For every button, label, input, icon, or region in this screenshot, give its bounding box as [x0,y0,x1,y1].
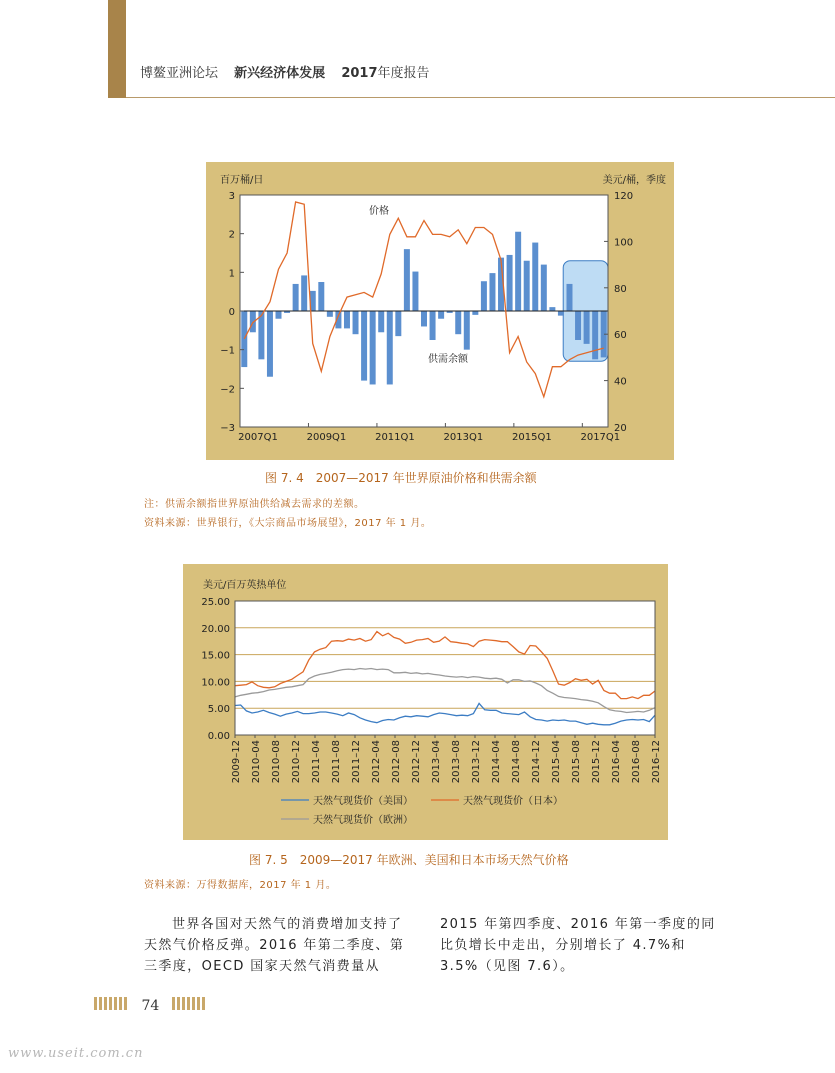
balance-bar [267,311,273,377]
x-tick-label: 2014–12 [531,740,542,784]
y-tick-label: 25.00 [201,597,230,608]
balance-bar [241,311,247,367]
header-forum: 博鳌亚洲论坛 [140,66,219,81]
legend-label-japan: 天然气现货价（日本） [463,796,563,807]
right-tick-label: 20 [614,423,627,434]
gas-price-chart [183,564,668,840]
legend-label-us: 天然气现货价（美国） [313,796,413,807]
body-line: 天然气价格反弹。2016 年第二季度、第 [144,938,405,953]
x-tick-label: 2013Q1 [443,432,484,443]
x-tick-label: 2015Q1 [512,432,552,443]
body-line: 比负增长中走出，分别增长了 4.7%和 [440,938,686,953]
balance-bar [395,311,401,336]
balance-bar [584,311,590,344]
x-tick-label: 2013–12 [471,740,482,784]
x-tick-label: 2009Q1 [306,432,347,443]
balance-bar [558,311,564,316]
balance-bar [412,272,418,311]
balance-bar [318,282,324,311]
x-tick-label: 2013–04 [431,740,442,784]
x-tick-label: 2010–08 [271,740,282,784]
page-number: 74 [141,997,160,1014]
balance-bar [430,311,436,340]
balance-bar [524,261,530,311]
x-tick-label: 2015–04 [551,740,562,784]
balance-bar [404,249,410,311]
balance-bar [258,311,264,359]
x-tick-label: 2015–08 [571,740,582,784]
x-tick-label: 2012–12 [411,740,422,784]
header-title: 新兴经济体发展 [234,66,326,81]
right-axis-label: 美元/桶，季度 [602,175,666,186]
left-tick-label: 0 [228,307,235,318]
right-tick-label: 100 [614,237,634,249]
footer-bars-right [172,997,207,1014]
x-tick-label: 2011–04 [311,740,322,784]
left-tick-label: 1 [228,268,235,280]
figure1-source: 资料来源：世界银行，《大宗商品市场展望》，2017 年 1 月。 [144,518,432,529]
left-tick-label: −1 [220,345,235,357]
body-line: 2015 年第四季度、2016 年第一季度的同 [440,917,716,932]
body-line: 3.5%（见图 7.6）。 [440,959,575,974]
header-year: 2017 [341,66,378,81]
balance-bar [455,311,461,334]
running-header [140,62,430,81]
header-report: 年度报告 [377,66,430,81]
balance-bar [481,281,487,311]
header-rule [126,97,835,98]
right-tick-label: 80 [614,283,627,295]
balance-bar [361,311,367,381]
balance-bar [421,311,427,326]
balance-bar [344,311,350,328]
figure1-note: 注：供需余额指世界原油供给减去需求的差额。 [144,499,365,510]
oil-price-balance-chart [206,162,674,460]
right-tick-label: 60 [614,330,627,342]
x-tick-label: 2016–04 [611,740,622,784]
balance-bar [472,311,478,315]
balance-bar [532,243,538,311]
balance-bar [387,311,393,384]
left-axis-label: 百万桶/日 [220,175,264,186]
balance-bar [327,311,333,317]
body-column-left [144,914,404,977]
balance-bar [489,273,495,311]
gas-chart-frame [183,564,668,840]
y-tick-label: 0.00 [207,731,230,742]
oil-chart-frame [206,162,674,460]
left-tick-label: 2 [228,229,235,241]
y-tick-label: 20.00 [201,623,230,635]
left-tick-label: −2 [220,384,235,396]
footer-bars-left [94,997,129,1014]
watermark: www.useit.com.cn [8,1046,144,1061]
x-tick-label: 2009–12 [231,740,242,784]
left-tick-label: −3 [220,423,235,434]
body-line: 三季度，OECD 国家天然气消费量从 [144,959,380,974]
balance-bar [566,284,572,311]
y-axis-label: 美元/百万英热单位 [203,580,287,591]
balance-bar [438,311,444,319]
legend-label-europe: 天然气现货价（欧洲） [313,815,413,826]
balance-bar [464,311,470,350]
y-tick-label: 10.00 [201,677,230,689]
balance-bar [515,232,521,311]
balance-annotation: 供需余额 [428,354,468,365]
body-column-right [440,914,716,977]
x-tick-label: 2015–12 [591,740,602,784]
balance-bar [592,311,598,359]
right-tick-label: 40 [614,376,627,388]
balance-bar [575,311,581,340]
figure2-caption: 图 7. 5 2009—2017 年欧洲、美国和日本市场天然气价格 [249,853,569,867]
balance-bar [301,275,307,311]
balance-bar [276,311,282,319]
x-tick-label: 2017Q1 [580,432,621,443]
balance-bar [370,311,376,384]
y-tick-label: 15.00 [201,650,230,662]
x-tick-label: 2011–12 [351,740,362,784]
price-annotation: 价格 [369,206,389,217]
x-tick-label: 2010–04 [251,740,262,784]
figure1-caption: 图 7. 4 2007—2017 年世界原油价格和供需余额 [265,471,537,485]
right-tick-label: 120 [614,191,634,202]
x-tick-label: 2011–08 [331,740,342,784]
header-accent-bar [108,0,126,98]
body-line: 世界各国对天然气的消费增加支持了 [172,917,403,932]
balance-bar [549,307,555,311]
x-tick-label: 2012–08 [391,740,402,784]
balance-bar [541,265,547,311]
left-tick-label: 3 [228,191,235,202]
x-tick-label: 2011Q1 [375,432,415,443]
balance-bar [293,284,299,311]
balance-bar [378,311,384,332]
balance-bar [353,311,359,334]
x-tick-label: 2016–12 [651,740,662,784]
x-tick-label: 2014–04 [491,740,502,784]
x-tick-label: 2007Q1 [238,432,278,443]
x-tick-label: 2012–04 [371,740,382,784]
x-tick-label: 2014–08 [511,740,522,784]
plot-area [235,601,655,735]
figure2-source: 资料来源：万得数据库，2017 年 1 月。 [144,880,337,891]
y-tick-label: 5.00 [207,704,230,716]
page-footer [94,997,207,1014]
balance-bar [507,255,513,311]
x-tick-label: 2013–08 [451,740,462,784]
x-tick-label: 2010–12 [291,740,302,784]
x-tick-label: 2016–08 [631,740,642,784]
